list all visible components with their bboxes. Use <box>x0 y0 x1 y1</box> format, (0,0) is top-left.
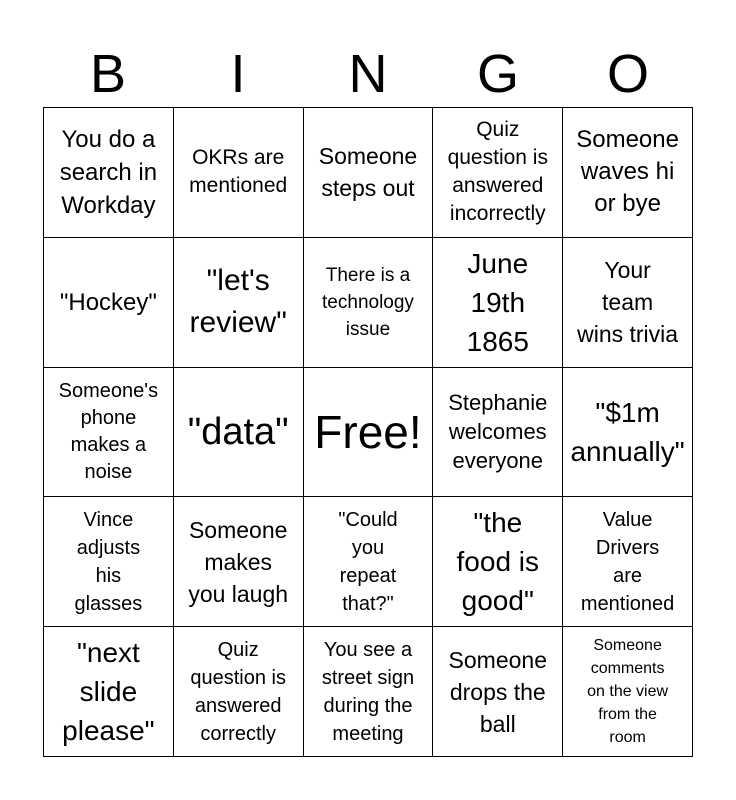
cell-text: Value Drivers are mentioned <box>580 508 675 615</box>
bingo-board <box>43 107 693 757</box>
cell-text: Quiz question is answered incorrectly <box>447 118 548 226</box>
bingo-cell-r4c2[interactable] <box>174 497 304 627</box>
cell-text: You see a street sign during the meeting <box>321 638 415 745</box>
header-letter-o: O <box>606 44 649 104</box>
cell-text: Someone comments on the view from the room <box>587 637 669 747</box>
cell-text: "next slide please" <box>62 637 155 747</box>
cell-text: "Hockey" <box>59 288 157 316</box>
bingo-cell-r4c1[interactable] <box>44 497 174 627</box>
bingo-cell-r3c5[interactable] <box>563 368 693 498</box>
cell-text: "data" <box>187 410 289 453</box>
bingo-cell-r3c1[interactable] <box>44 368 174 498</box>
bingo-cell-r5c3[interactable] <box>304 627 434 757</box>
cell-text: Vince adjusts his glasses <box>74 508 143 615</box>
bingo-cell-r1c2[interactable] <box>174 108 304 238</box>
cell-text: There is a technology issue <box>322 264 414 340</box>
bingo-cell-r3c3[interactable] <box>304 368 434 498</box>
bingo-cell-r3c4[interactable] <box>433 368 563 498</box>
cell-text: OKRs are mentioned <box>189 146 288 198</box>
cell-text: Someone waves hi or bye <box>576 126 679 218</box>
header-letter-b: B <box>89 44 127 104</box>
cell-text: You do a search in Workday <box>59 125 158 219</box>
cell-text: June 19th 1865 <box>466 247 529 357</box>
cell-text: Your team wins trivia <box>577 257 679 348</box>
bingo-cell-r4c4[interactable] <box>433 497 563 627</box>
header-letter-g: G <box>476 44 519 104</box>
cell-text: Someone drops the ball <box>448 646 548 737</box>
bingo-cell-r1c1[interactable] <box>44 108 174 238</box>
bingo-cell-r5c5[interactable] <box>563 627 693 757</box>
header-letter-n: N <box>348 44 388 104</box>
cell-text: Someone's phone makes a noise <box>58 379 159 483</box>
bingo-cell-r4c5[interactable] <box>563 497 693 627</box>
bingo-cell-r5c1[interactable] <box>44 627 174 757</box>
cell-text: "the food is good" <box>456 507 540 617</box>
bingo-cell-r1c5[interactable] <box>563 108 693 238</box>
bingo-cell-r5c4[interactable] <box>433 627 563 757</box>
bingo-cell-r2c3[interactable] <box>304 238 434 368</box>
bingo-cell-r2c1[interactable] <box>44 238 174 368</box>
cell-text: Someone steps out <box>318 143 418 202</box>
bingo-cell-r1c4[interactable] <box>433 108 563 238</box>
bingo-cell-r2c4[interactable] <box>433 238 563 368</box>
bingo-cell-r2c5[interactable] <box>563 238 693 368</box>
cell-text: Stephanie welcomes everyone <box>448 390 548 474</box>
bingo-cell-r3c2[interactable] <box>174 368 304 498</box>
free-space-text: Free! <box>314 405 422 458</box>
cell-text: Someone makes you laugh <box>188 516 289 607</box>
cell-text: "let's review" <box>189 264 287 340</box>
bingo-cell-r5c2[interactable] <box>174 627 304 757</box>
cell-text: Quiz question is answered correctly <box>190 638 286 745</box>
header-letter-i: I <box>230 44 246 104</box>
bingo-cell-r1c3[interactable] <box>304 108 434 238</box>
bingo-cell-r2c2[interactable] <box>174 238 304 368</box>
bingo-cell-r4c3[interactable] <box>304 497 434 627</box>
cell-text: "$1m annually" <box>570 396 685 467</box>
cell-text: "Could you repeat that?" <box>338 508 398 615</box>
bingo-header <box>43 40 693 108</box>
